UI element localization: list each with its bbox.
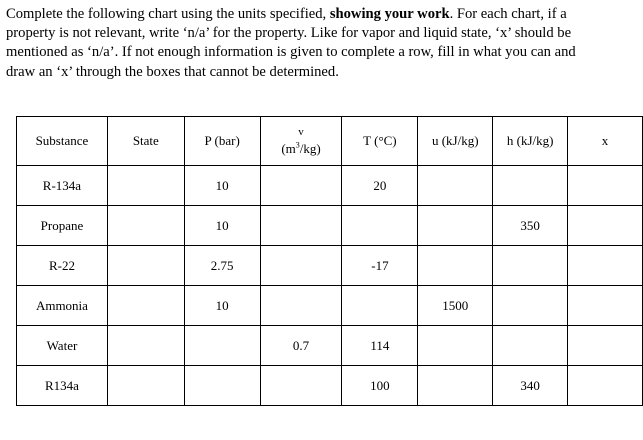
cell-state[interactable] xyxy=(107,166,184,206)
cell-temperature[interactable]: 114 xyxy=(342,326,418,366)
cell-specific-volume[interactable] xyxy=(260,366,342,406)
cell-specific-volume[interactable] xyxy=(260,206,342,246)
header-specific-volume xyxy=(260,117,342,166)
cell-internal-energy[interactable] xyxy=(418,366,493,406)
cell-specific-volume[interactable] xyxy=(260,286,342,326)
cell-substance: R-22 xyxy=(17,246,108,286)
cell-substance: Water xyxy=(17,326,108,366)
table-row xyxy=(17,286,643,326)
instructions-line-4: draw an ‘x’ through the boxes that cannot be determined. xyxy=(6,63,339,80)
cell-internal-energy[interactable]: 1500 xyxy=(418,286,493,326)
cell-quality[interactable] xyxy=(568,206,643,246)
table-row xyxy=(17,246,643,286)
cell-internal-energy[interactable] xyxy=(418,246,493,286)
cell-temperature[interactable]: 20 xyxy=(342,166,418,206)
cell-substance: R-134a xyxy=(17,166,108,206)
cell-state[interactable] xyxy=(107,206,184,246)
instructions-line-2: property is not relevant, write ‘n/a’ for the property. Like for vapor and liquid state, ‘x’ should be xyxy=(6,25,572,42)
instructions-line-1: Complete the following chart using the units specified, showing your work. For each chart, if a xyxy=(6,6,567,22)
cell-enthalpy[interactable]: 350 xyxy=(493,206,568,246)
table-row xyxy=(17,366,643,406)
cell-substance: R134a xyxy=(17,366,108,406)
instructions-line-3: mentioned as ‘n/a’. If not enough information is given to complete a row, fill in what you can and xyxy=(6,44,576,61)
cell-enthalpy[interactable] xyxy=(493,286,568,326)
instructions-paragraph xyxy=(6,5,636,82)
header-enthalpy: h (kJ/kg) xyxy=(493,117,568,166)
table-row xyxy=(17,326,643,366)
cell-pressure[interactable] xyxy=(184,326,260,366)
cell-internal-energy[interactable] xyxy=(418,166,493,206)
table-row xyxy=(17,166,643,206)
cell-specific-volume[interactable]: 0.7 xyxy=(260,326,342,366)
cell-quality[interactable] xyxy=(568,326,643,366)
header-quality: x xyxy=(568,117,643,166)
header-volume-symbol: v xyxy=(298,126,304,138)
table-row xyxy=(17,206,643,246)
cell-pressure[interactable]: 10 xyxy=(184,286,260,326)
cell-quality[interactable] xyxy=(568,246,643,286)
cell-state[interactable] xyxy=(107,326,184,366)
cell-enthalpy[interactable] xyxy=(493,246,568,286)
header-pressure: P (bar) xyxy=(184,117,260,166)
cell-pressure[interactable] xyxy=(184,366,260,406)
cell-temperature[interactable] xyxy=(342,206,418,246)
cell-quality[interactable] xyxy=(568,166,643,206)
cell-internal-energy[interactable] xyxy=(418,326,493,366)
cell-specific-volume[interactable] xyxy=(260,166,342,206)
table-header-row xyxy=(17,117,643,166)
header-volume-unit: $(m^3/kg)$ xyxy=(281,140,321,156)
cell-state[interactable] xyxy=(107,366,184,406)
header-internal-energy: u (kJ/kg) xyxy=(418,117,493,166)
cell-enthalpy[interactable] xyxy=(493,326,568,366)
cell-quality[interactable] xyxy=(568,286,643,326)
instructions-emphasis: showing your work xyxy=(329,6,450,22)
cell-enthalpy[interactable] xyxy=(493,166,568,206)
cell-substance: Propane xyxy=(17,206,108,246)
cell-substance: Ammonia xyxy=(17,286,108,326)
cell-specific-volume[interactable] xyxy=(260,246,342,286)
cell-temperature[interactable] xyxy=(342,286,418,326)
cell-temperature[interactable]: 100 xyxy=(342,366,418,406)
cell-pressure[interactable]: 10 xyxy=(184,206,260,246)
cell-state[interactable] xyxy=(107,246,184,286)
cell-enthalpy[interactable]: 340 xyxy=(493,366,568,406)
cell-state[interactable] xyxy=(107,286,184,326)
property-table xyxy=(16,116,643,406)
cell-internal-energy[interactable] xyxy=(418,206,493,246)
header-substance: Substance xyxy=(17,117,108,166)
header-state: State xyxy=(107,117,184,166)
cell-pressure[interactable]: 2.75 xyxy=(184,246,260,286)
cell-quality[interactable] xyxy=(568,366,643,406)
cell-pressure[interactable]: 10 xyxy=(184,166,260,206)
cell-temperature[interactable]: -17 xyxy=(342,246,418,286)
header-temperature: T (°C) xyxy=(342,117,418,166)
